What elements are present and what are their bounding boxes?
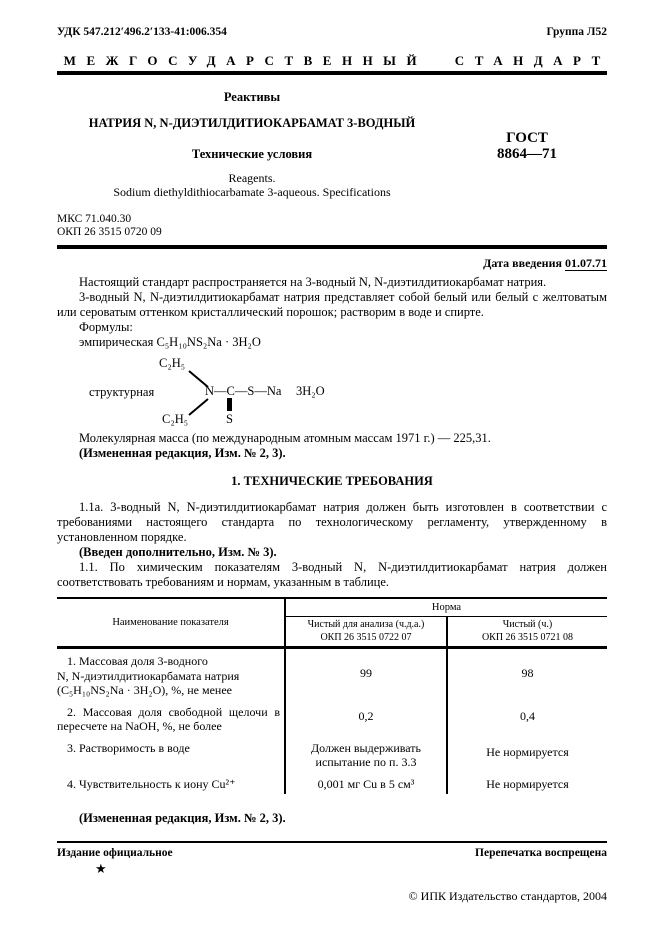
footer-row — [57, 846, 607, 861]
column-header-name: Наименование показателя — [57, 598, 285, 648]
empirical-formula: эмпирическая C₅H₁₀NS₂Na · 3H₂O — [79, 335, 261, 349]
paragraph-scope: Настоящий стандарт распространяется на 3-водный N, N-диэтилдитиокарбамат натрия. — [79, 275, 547, 289]
row2-name-line1: 2. Массовая доля свободной щелочи в — [67, 704, 280, 719]
ethyl-group-bottom: C₂H₅ — [162, 412, 189, 426]
date-label: Дата введения — [483, 256, 562, 270]
copyright-line: © ИПК Издательство стандартов, 2004 — [408, 888, 607, 903]
row1-name-line3: (C₅H₁₀NS₂Na · 3H₂O), %, не менее — [57, 683, 232, 697]
structural-label: структурная — [89, 385, 155, 399]
bond-line-bottom — [189, 399, 208, 415]
ethyl-group-top: C₂H₅ — [159, 356, 186, 370]
footer-section — [57, 841, 607, 904]
title-block — [57, 116, 607, 199]
row3-value-line1: Должен выдерживать — [310, 740, 421, 755]
group-code: Группа Л52 — [546, 26, 607, 38]
row2-name-line2: пересчете на NaOH, %, не более — [57, 719, 222, 733]
row3-value-line2: испытание по п. 3.3 — [315, 755, 417, 769]
gost-label: ГОСТ — [506, 130, 548, 146]
table-row — [57, 736, 607, 772]
gost-number: 8864—71 — [497, 146, 557, 162]
title-left-column — [57, 116, 447, 199]
row4-name — [57, 772, 285, 794]
standard-type-title: МЕЖГОСУДАРСТВЕННЫЙ СТАНДАРТ — [63, 53, 611, 68]
mks-code: МКС 71.040.30 — [57, 213, 132, 225]
row4-value-analysis: 0,001 мг Cu в 5 см³ — [285, 772, 447, 794]
double-bond — [227, 398, 232, 411]
row3-value-pure: Не нормируется — [486, 745, 569, 759]
row1-value-analysis: 99 — [285, 648, 447, 700]
category-title: Реактивы — [223, 90, 281, 104]
row2-value-analysis: 0,2 — [285, 700, 447, 736]
table-row — [57, 700, 607, 736]
col3-header-grade: Чистый (ч.) — [502, 619, 553, 630]
top-header-row — [57, 25, 607, 40]
date-value: 01.07.71 — [565, 256, 607, 270]
edit-note-1: (Измененная редакция, Изм. № 2, 3). — [79, 446, 286, 460]
table-row — [57, 772, 607, 794]
row4-name-line1: 4. Чувствительность к иону Cu²⁺ — [67, 776, 236, 791]
okp-code: ОКП 26 3515 0720 09 — [57, 226, 162, 238]
column-header-norma: Норма — [285, 598, 607, 617]
structural-formula — [89, 355, 429, 431]
formula-chain: N—C—S—Na — [205, 384, 282, 398]
document-subtitle: Технические условия — [191, 147, 313, 161]
star-icon: ★ — [95, 861, 107, 877]
row3-name — [57, 736, 285, 772]
col2-header-grade: Чистый для анализа (ч.д.а.) — [307, 619, 425, 630]
edit-note-2: (Измененная редакция, Изм. № 2, 3). — [79, 810, 286, 825]
gost-block — [447, 116, 607, 199]
row3-value-analysis — [285, 736, 447, 772]
row1-name-line1: 1. Массовая доля 3-водного — [67, 654, 208, 668]
title-english — [57, 171, 447, 199]
section-divider-rule — [57, 245, 607, 249]
note-1-1a: (Введен дополнительно, Изм. № 3). — [79, 545, 277, 559]
section-1-heading: 1. ТЕХНИЧЕСКИЕ ТРЕБОВАНИЯ — [231, 474, 433, 488]
row2-name — [57, 700, 285, 736]
hydrate-formula: 3H₂O — [296, 384, 325, 398]
specifications-table — [57, 597, 607, 794]
table-header-row-1 — [57, 598, 607, 617]
document-title: НАТРИЯ N, N-ДИЭТИЛДИТИОКАРБАМАТ 3-ВОДНЫЙ — [88, 116, 416, 130]
row1-name — [57, 648, 285, 700]
molecular-mass: Молекулярная масса (по международным атомным массам 1971 г.) — 225,31. — [79, 431, 491, 445]
paragraph-1-1a: 1.1а. 3-водный N, N-диэтилдитиокарбамат натрия должен быть изготовлен в соответствии с требованиями настоящего стандарта по технологическому регламенту, утвержденному в установленном порядке. — [57, 500, 607, 544]
row4-value-pure: Не нормируется — [486, 776, 569, 791]
reprint-prohibited-label: Перепечатка воспрещена — [475, 846, 607, 859]
col2-header-okp: ОКП 26 3515 0722 07 — [320, 631, 412, 643]
introduction-date-line — [57, 256, 607, 271]
paragraph-description: 3-водный N, N-диэтилдитиокарбамат натрия представляет собой белый или белый с желтоватым или сероватым оттенком кристаллический порошок; растворим в воде и спирте. — [57, 290, 607, 319]
star-line — [95, 862, 607, 876]
col3-header-okp: ОКП 26 3515 0721 08 — [481, 631, 574, 643]
row3-name-line1: 3. Растворимость в воде — [67, 740, 190, 755]
row1-name-line2: N, N-диэтилдитиокарбамата натрия — [57, 668, 240, 683]
row1-value-pure: 98 — [521, 665, 534, 680]
table-row — [57, 648, 607, 700]
paragraph-1-1: 1.1. По химическим показателям 3-водный N, N-диэтилдитиокарбамат натрия должен соответствовать требованиям и нормам, указанным в таблице. — [57, 560, 607, 589]
title-english-line2: Sodium diethyldithiocarbamate 3-aqueous. Specifications — [113, 185, 391, 199]
official-edition-label: Издание официальное — [57, 846, 173, 859]
column-header-pure — [447, 617, 607, 648]
footer-rule — [57, 841, 607, 843]
row2-value-pure: 0,4 — [520, 709, 535, 723]
title-english-line1: Reagents. — [228, 171, 276, 185]
classification-codes — [57, 213, 607, 239]
header-rule — [57, 71, 607, 75]
paragraph-formulas-label: Формулы: — [79, 320, 133, 334]
column-header-pure-analysis — [285, 617, 447, 648]
udk-code: УДК 547.212′496.2′133-41:006.354 — [57, 26, 227, 38]
sulfur-atom: S — [226, 412, 233, 426]
